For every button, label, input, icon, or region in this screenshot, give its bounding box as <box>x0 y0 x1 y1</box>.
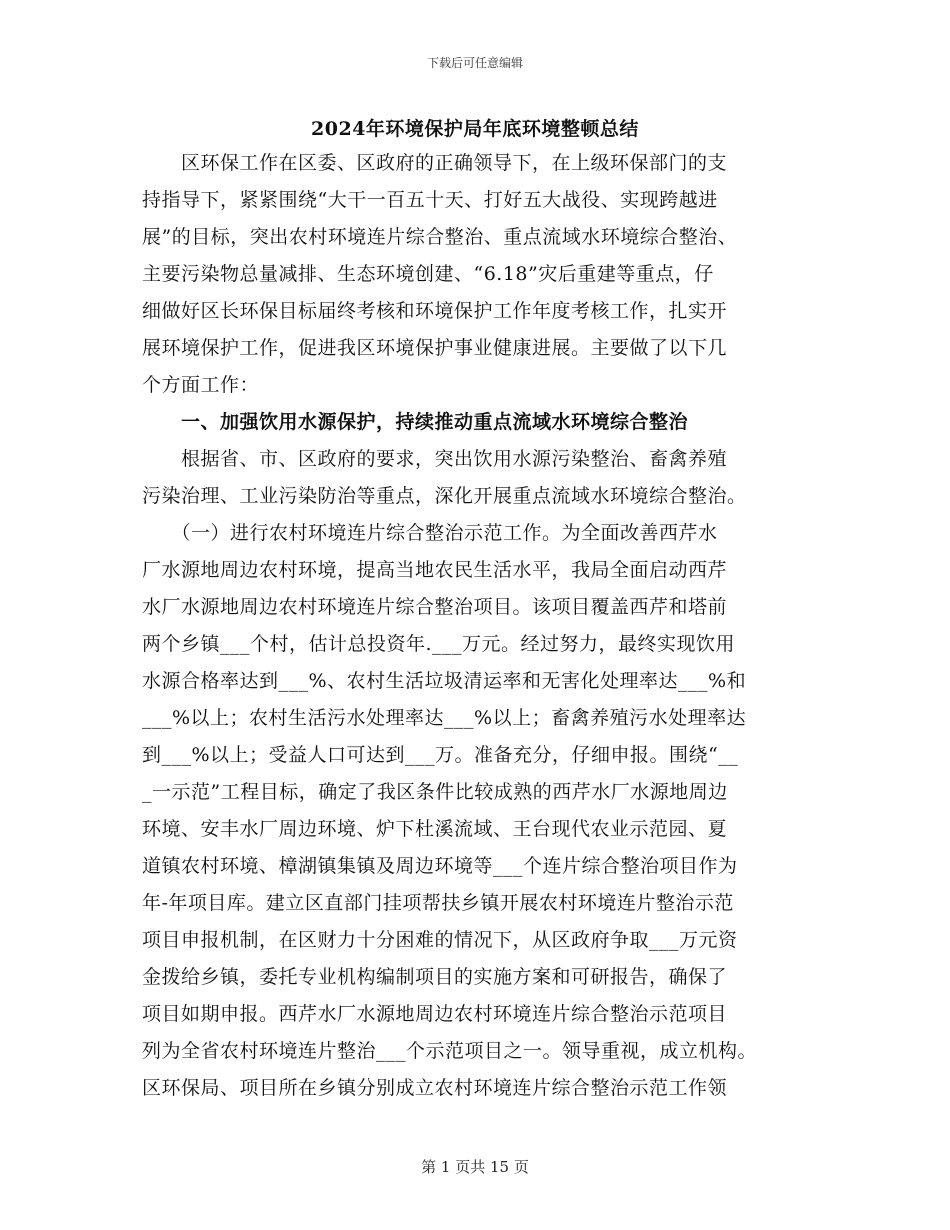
paragraph-line: 持指导下，紧紧围绕“大干一百五十天、打好五大战役、实现跨越进 <box>142 189 718 211</box>
paragraph-line: 展”的目标，突出农村环境连片综合整治、重点流域水环境综合整治、 <box>142 226 738 248</box>
page-header-note: 下载后可任意编辑 <box>426 56 523 70</box>
paragraph-line: 到___%以上；受益人口可达到___万。准备充分，仔细申报。围绕“__ <box>142 744 739 766</box>
paragraph-line: 水源合格率达到___%、农村生活垃圾清运率和无害化处理率达___%和 <box>142 670 747 692</box>
paragraph-line: 展环境保护工作，促进我区环境保护事业健康进展。主要做了以下几 <box>142 337 728 359</box>
paragraph-line: 厂水源地周边农村环境，提高当地农民生活水平，我局全面启动西芹 <box>142 559 728 581</box>
paragraph-line: 细做好区长环保目标届终考核和环境保护工作年度考核工作，扎实开 <box>142 300 728 322</box>
paragraph-line: （一）进行农村环境连片综合整治示范工作。为全面改善西芹水 <box>142 522 718 544</box>
paragraph-line: 项目申报机制，在区财力十分困难的情况下，从区政府争取___万元资 <box>142 929 738 951</box>
paragraph-line: 环境、安丰水厂周边环境、炉下杜溪流域、王台现代农业示范园、夏 <box>142 818 728 840</box>
paragraph-line: 主要污染物总量减排、生态环境创建、“6.18”灾后重建等重点，仔 <box>142 263 714 285</box>
paragraph-line: 列为全省农村环境连片整治___个示范项目之一。领导重视，成立机构。 <box>142 1040 758 1062</box>
paragraph-line: _一示范”工程目标，确定了我区条件比较成熟的西芹水厂水源地周边 <box>142 781 728 803</box>
paragraph-line: 根据省、市、区政府的要求，突出饮用水源污染整治、畜禽养殖 <box>142 448 728 470</box>
paragraph-line: 两个乡镇___个村，估计总投资年.___万元。经过努力，最终实现饮用 <box>142 633 736 655</box>
paragraph-line: 区环保工作在区委、区政府的正确领导下，在上级环保部门的支 <box>142 152 728 174</box>
paragraph-line: 水厂水源地周边农村环境连片综合整治项目。该项目覆盖西芹和塔前 <box>142 596 728 618</box>
paragraph-line: 金拨给乡镇，委托专业机构编制项目的实施方案和可研报告，确保了 <box>142 966 728 988</box>
paragraph-line: 个方面工作： <box>142 374 260 396</box>
document-body <box>142 145 812 1107</box>
paragraph-line: 区环保局、项目所在乡镇分别成立农村环境连片综合整治示范工作领 <box>142 1077 728 1099</box>
document-title: 2024年环境保护局年底环境整顿总结 <box>311 118 639 140</box>
paragraph-line: ___%以上；农村生活污水处理率达___%以上；畜禽养殖污水处理率达 <box>142 707 747 729</box>
paragraph-line: 污染治理、工业污染防治等重点，深化开展重点流域水环境综合整治。 <box>142 485 747 507</box>
page-number: 第 1 页共 15 页 <box>421 1158 529 1176</box>
paragraph-line: 项目如期申报。西芹水厂水源地周边农村环境连片综合整治示范项目 <box>142 1003 728 1025</box>
paragraph-line: 年-年项目库。建立区直部门挂项帮扶乡镇开展农村环境连片整治示范 <box>142 892 734 914</box>
paragraph-line: 道镇农村环境、樟湖镇集镇及周边环境等___个连片综合整治项目作为 <box>142 855 738 877</box>
section-heading-line: 一、加强饮用水源保护，持续推动重点流域水环境综合整治 <box>142 411 689 433</box>
